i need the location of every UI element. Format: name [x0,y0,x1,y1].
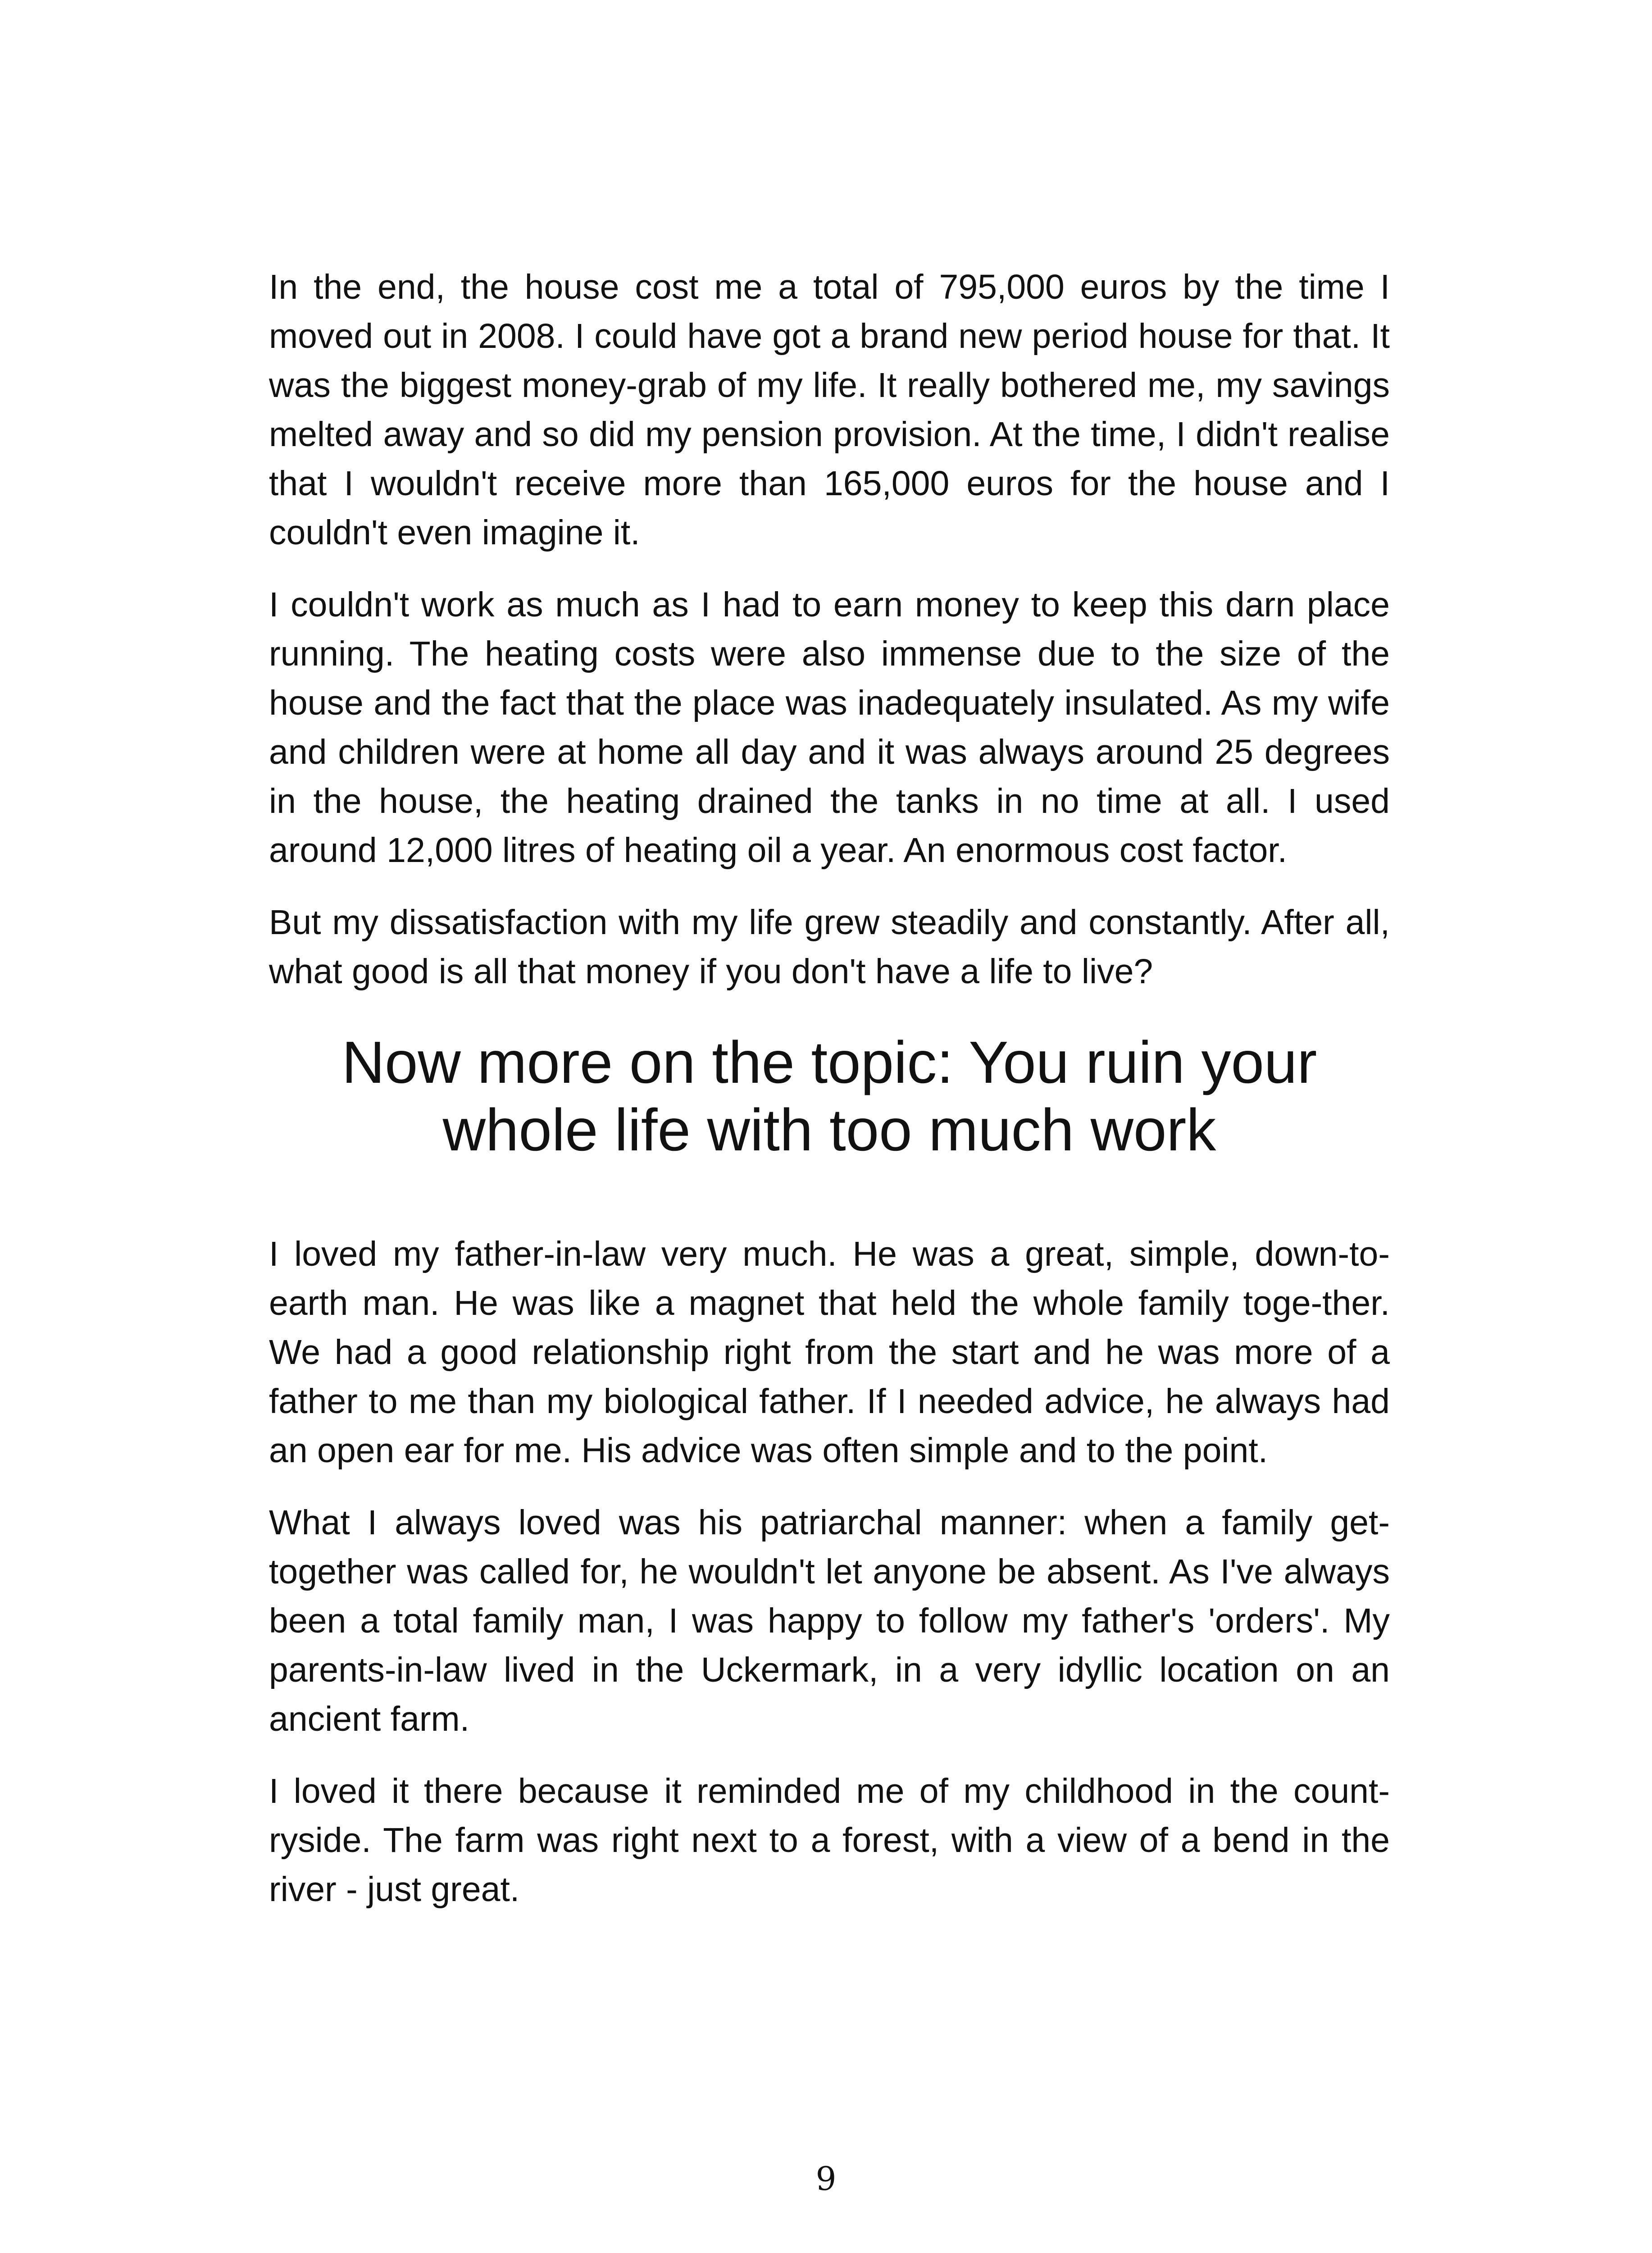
paragraph-countryside-farm: I loved it there because it reminded me of my childhood in the count-ryside. The farm was right next to a forest, with a view of a bend in the river - just great. [269,1772,1390,1909]
paragraph-patriarchal-manner: What I always loved was his patriarchal manner: when a family get-together was called for, he wouldn't let anyone be absent. As I've always been a total family man, I was happy to follow my father's 'orders'. My parents-in-law lived in the Uckermark, in a very idyllic location on an ancient farm. [269,1503,1390,1738]
section-heading: Now more on the topic: You ruin your whole life with too much work [341,1029,1317,1163]
page-number: 9 [815,2160,837,2198]
paragraph-heating-costs: I couldn't work as much as I had to earn money to keep this darn place running. The heating costs were also immense due to the size of the house and the fact that the place was inadequately insulated. As my wife and children were at home all day and it was always around 25 degrees in the house, the heating drained the tanks in no time at all. I used around 12,000 litres of heating oil a year. An enormous cost factor. [269,585,1390,870]
paragraph-dissatisfaction: But my dissatisfaction with my life grew steadily and constantly. After all, what good is all that money if you don't have a life to live? [269,903,1390,991]
paragraph-house-cost: In the end, the house cost me a total of 795,000 euros by the time I moved out in 2008. I could have got a brand new period house for that. It was the biggest money-grab of my life. It really bothered me, my savings melted away and so did my pension provision. At the time, I didn't realise that I wouldn't receive more than 165,000 euros for the house and I couldn't even imagine it. [269,268,1390,552]
page-body [269,263,1390,1914]
paragraph-father-in-law: I loved my father-in-law very much. He was a great, simple, down-to-earth man. He was like a magnet that held the whole family toge-ther. We had a good relationship right from the start and he was more of a father to me than my biological father. If I needed advice, he always had an open ear for me. His advice was often simple and to the point. [269,1235,1390,1470]
